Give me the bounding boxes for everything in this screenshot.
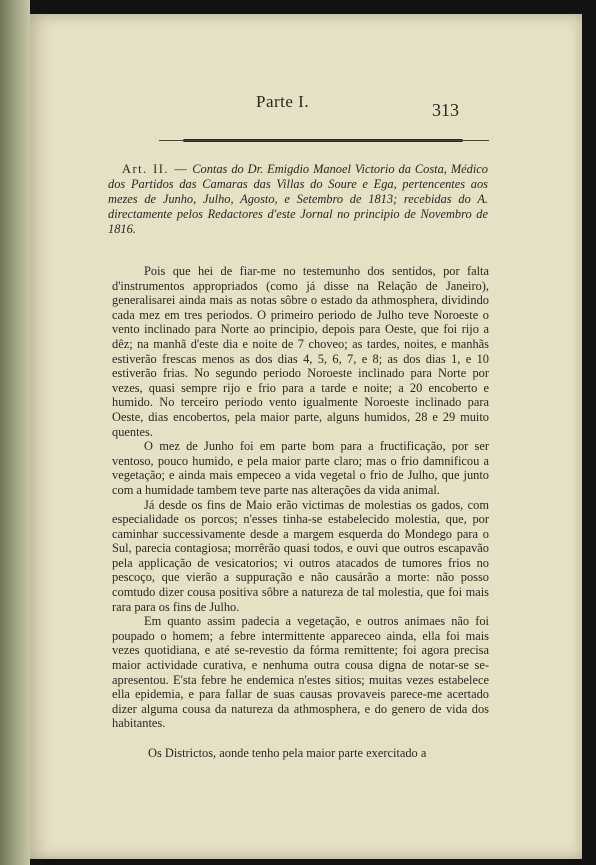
book-page: [30, 14, 582, 859]
catchword-line: Os Districtos, aonde tenho pela maior parte exercitado a: [148, 746, 427, 760]
paragraph: Já desde os fins de Maio erão victimas de molestias os gados, com especialidade os porcos; n'esses tinha-se estabelecido molestia, que, por caminhar successivamente desde a margem esquerda do Mondego para o Sul, parecia contagiosa; morrêrão quasi todos, e ouvi que outros escapavão pela applicação de vesicatorios; vi outros atacados de tumores frios no pescoço, que vierão a suppuração e não causárão a morte: não posso comtudo dizer cousa positiva sôbre a natureza de tal molestia, que foi mais rara para os fins de Julho.: [112, 497, 489, 614]
page-number: 313: [432, 100, 459, 120]
book-binding-edge: [0, 0, 30, 865]
paragraph: O mez de Junho foi em parte bom para a fructificação, por ser ventoso, pouco humido, e pela maior parte claro; mas o frio damnificou a vegetação; e ainda mais empeceo a vida vegetal o frio de Julho, que junto com a humidade tambem teve parte nas alterações da vida animal.: [112, 439, 489, 497]
header-rule: [183, 139, 463, 142]
article-body: [112, 264, 489, 731]
paragraph: Pois que hei de fiar-me no testemunho dos sentidos, por falta d'instrumentos appropriados (como já disse na Relação de Janeiro), generalisarei ainda mais as notas sôbre o estado da athmosphera, dividindo cada mez em tres periodos. O primeiro periodo de Julho teve Noroeste o vento inclinado para Norte ao principio, depois para Oeste, que foi rijo a dêz; na manhã d'este dia e noite de 7 choveo; as tardes, noites, e manhãs estiverão frescas menos as dos dias 4, 5, 6, 7, e 8; as dos dias 1, e 10 estiverão frias. No segundo periodo Noroeste inclinado para Norte por vezes, quasi sempre rijo e frio para a tarde e noite; a 20 encoberto e humido. No terceiro periodo vento igualmente Noroeste inclinado para Oeste, dias encobertos, pela maior parte, alguns humidos, 28 e 29 muito quentes.: [112, 264, 489, 439]
article-lead: Art. II. —: [122, 162, 189, 176]
running-header: Parte I.: [256, 92, 310, 111]
article-heading-text: Contas do Dr. Emigdio Manoel Victorio da Costa, Médico dos Partidos das Camaras das Villas do Soure e Ega, pertencentes aos mezes de Junho, Julho, Agosto, e Setembro de 1813; recebidas do A. directamente pelos Redactores d'este Jornal no principio de Novembro de 1816.: [108, 162, 488, 236]
article-heading: [108, 162, 488, 237]
paragraph: Em quanto assim padecia a vegetação, e outros animaes não foi poupado o homem; a febre intermittente appareceo ainda, ella foi mais vezes quotidiana, e até se-revestio da fórma remittente; foi agora precisa maior actividade curativa, e nenhuma outra cousa digna de notar-se se-apresentou. E'sta febre he endemica n'estes sitios; muitas vezes estabelece ella epidemia, e para fallar de suas causas provaveis parece-me acertado dizer alguma cousa da natureza da athmosphera, e do genero de vida dos habitantes.: [112, 614, 489, 731]
